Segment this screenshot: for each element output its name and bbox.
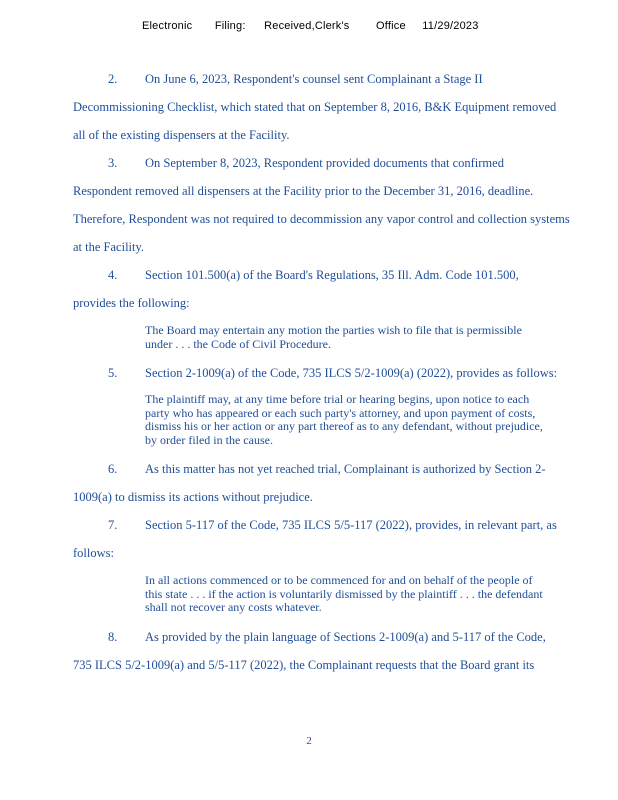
paragraph-line: On June 6, 2023, Respondent's counsel sent Complainant a Stage II [145,72,483,86]
paragraph-number: 6. [108,462,118,476]
paragraph-line: at the Facility. [73,240,145,254]
header-date: 11/29/2023 [422,20,479,32]
quote-line: dismiss his or her action or any part thereof as to any defendant, without prejudice, [145,419,543,434]
paragraph-line: Decommissioning Checklist, which stated that on September 8, 2016, B&K Equipment removed [73,100,557,114]
paragraph-number: 8. [108,630,118,644]
paragraph-number: 2. [108,72,118,86]
quote-line: The plaintiff may, at any time before trial or hearing begins, upon notice to each [145,392,530,406]
paragraph-line: 735 ILCS 5/2-1009(a) and 5/5-117 (2022), the Complainant requests that the Board grant its [73,658,535,672]
paragraph-line: Section 101.500(a) of the Board's Regulations, 35 Ill. Adm. Code 101.500, [145,268,519,282]
quote-line: The Board may entertain any motion the parties wish to file that is permissible [145,323,522,337]
header-word-office: Office [376,20,406,32]
paragraph-line: As this matter has not yet reached trial, Complainant is authorized by Section 2- [145,462,546,476]
paragraph-number: 3. [108,156,118,170]
paragraph-line: On September 8, 2023, Respondent provided documents that confirmed [145,156,504,170]
paragraph-line: Respondent removed all dispensers at the Facility prior to the December 31, 2016, deadline. [73,184,534,198]
block-quote [145,324,595,351]
paragraph-line: Section 2-1009(a) of the Code, 735 ILCS 5/2-1009(a) (2022), provides as follows: [145,366,558,380]
page-number: 2 [306,735,312,747]
paragraph-line: provides the following: [73,296,190,310]
paragraph-line: Section 5-117 of the Code, 735 ILCS 5/5-117 (2022), provides, in relevant part, as [145,518,557,532]
block-quote [145,574,595,615]
quote-line: under . . . the Code of Civil Procedure. [145,336,331,351]
paragraph-number: 7. [108,518,118,532]
quote-line: shall not recover any costs whatever. [145,600,322,615]
header-word-filing: Filing: [214,20,246,32]
block-quote [145,393,595,447]
paragraph-line: Therefore, Respondent was not required to decommission any vapor control and collection systems [73,212,570,226]
quote-line: by order filed in the cause. [145,432,273,447]
filing-header [142,20,479,32]
quote-line: In all actions commenced or to be commenced for and on behalf of the people of [145,573,533,587]
paragraph-number: 4. [108,268,118,282]
paragraph-line: As provided by the plain language of Sections 2-1009(a) and 5-117 of the Code, [145,630,546,644]
paragraph-line: follows: [73,546,114,560]
paragraph-line: all of the existing dispensers at the Facility. [73,128,290,142]
header-word-electronic: Electronic [142,20,193,32]
header-word-received-clerks: Received,Clerk's [264,20,350,32]
paragraph-line: 1009(a) to dismiss its actions without prejudice. [73,490,313,504]
quote-line: party who has appeared or each such party's attorney, and upon payment of costs, [145,405,536,420]
quote-line: this state . . . if the action is voluntarily dismissed by the plaintiff . . . the defendant [145,586,543,601]
paragraph-number: 5. [108,366,118,380]
